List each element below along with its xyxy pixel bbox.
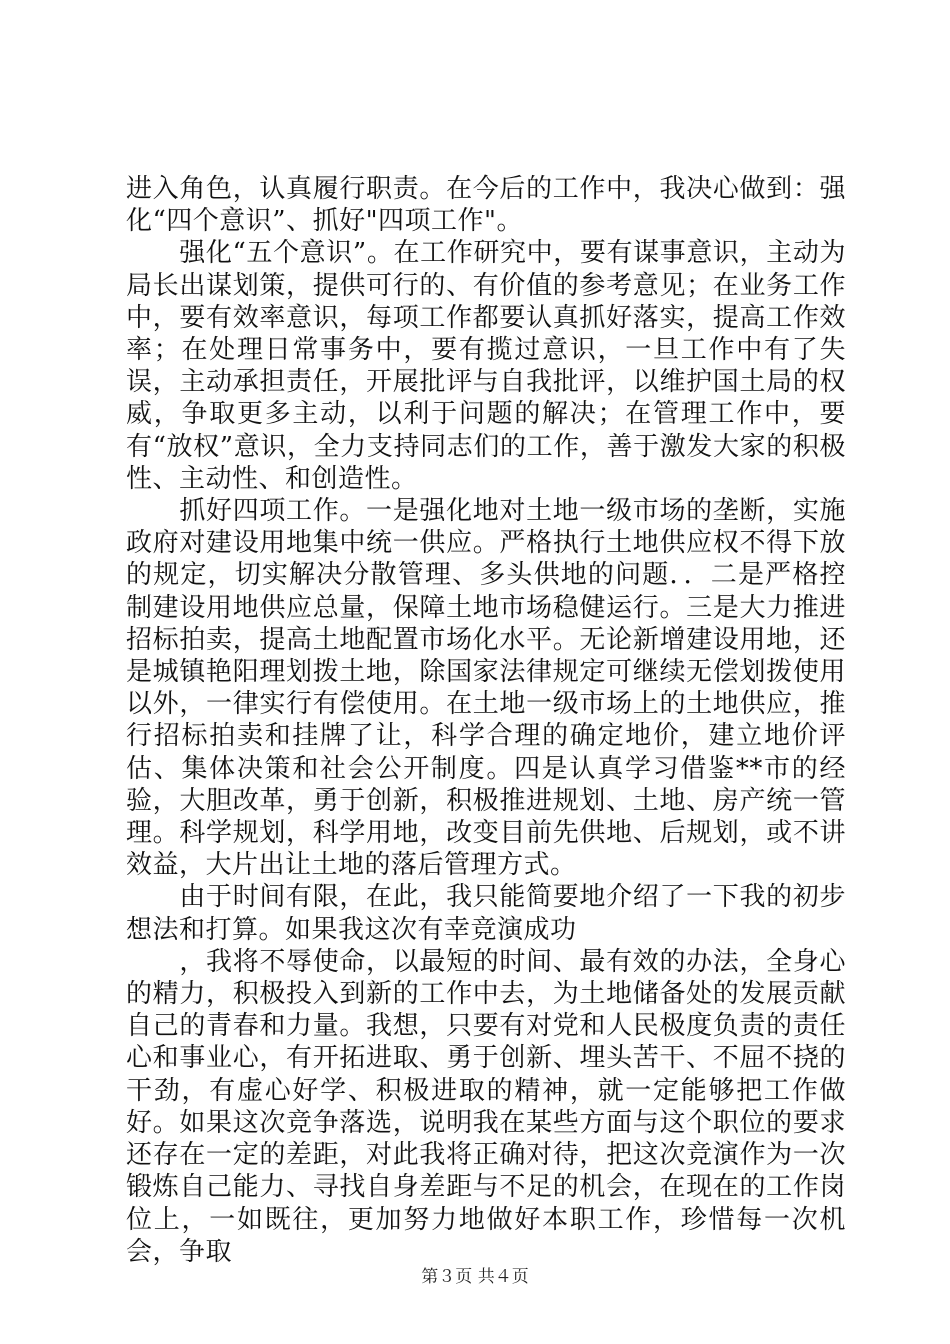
page-number-footer: 第３页 共４页	[421, 1267, 529, 1287]
paragraph-closing: 由于时间有限，在此，我只能简要地介绍了一下我的初步想法和打算。如果我这次有幸竞演成功 ，我将不辱使命，以最短的时间、最有效的办法，全身心的精力，积极投入到新的工作中去，为土地储备处的发展贡献自己的青春和力量。我想，只要有对党和人民极度负责的责任心和事业心，有开拓进取、勇于创新、埋头苦干、不屈不挠的干劲，有虚心好学、积极进取的精神，就一定能够把工作做好。如果这次竞争落选，说明我在某些方面与这个职位的要求还存在一定的差距，对此我将正确对待，把这次竞演作为一次锻炼自己能力、寻找自身差距与不足的机会，在现在的工作岗位上，一如既往，更加努力地做好本职工作，珍惜每一次机会，争取	[126, 882, 846, 1267]
paragraph-intro: 进入角色，认真履行职责。在今后的工作中，我决心做到：强化“四个意识”、抓好"四项工作"。	[126, 174, 846, 237]
paragraph-four-tasks: 抓好四项工作。一是强化地对土地一级市场的垄断，实施政府对建设用地集中统一供应。严格执行土地供应权不得下放的规定，切实解决分散管理、多头供地的问题．．二是严格控制建设用地供应总量，保障土地市场稳健运行。三是大力推进招标拍卖，提高土地配置市场化水平。无论新增建设用地，还是城镇艳阳理划拨土地，除国家法律规定可继续无偿划拨使用以外，一律实行有偿使用。在土地一级市场上的土地供应，推行招标拍卖和挂牌了让，科学合理的确定地价，建立地价评估、集体决策和社会公开制度。四是认真学习借鉴**市的经验，大胆改革，勇于创新，积极推进规划、土地、房产统一管理。科学规划，科学用地，改变目前先供地、后规划，或不讲效益，大片出让土地的落后管理方式。	[126, 496, 846, 881]
paragraph-five-awareness: 强化“五个意识”。在工作研究中，要有谋事意识，主动为局长出谋划策，提供可行的、有价值的参考意见；在业务工作中，要有效率意识，每项工作都要认真抓好落实，提高工作效率；在处理日常事务中，要有揽过意识，一旦工作中有了失误，主动承担责任，开展批评与自我批评，以维护国土局的权威，争取更多主动，以利于问题的解决；在管理工作中，要有“放权”意识，全力支持同志们的工作，善于激发大家的积极性、主动性、和创造性。	[126, 238, 846, 494]
document-body	[126, 173, 846, 1268]
